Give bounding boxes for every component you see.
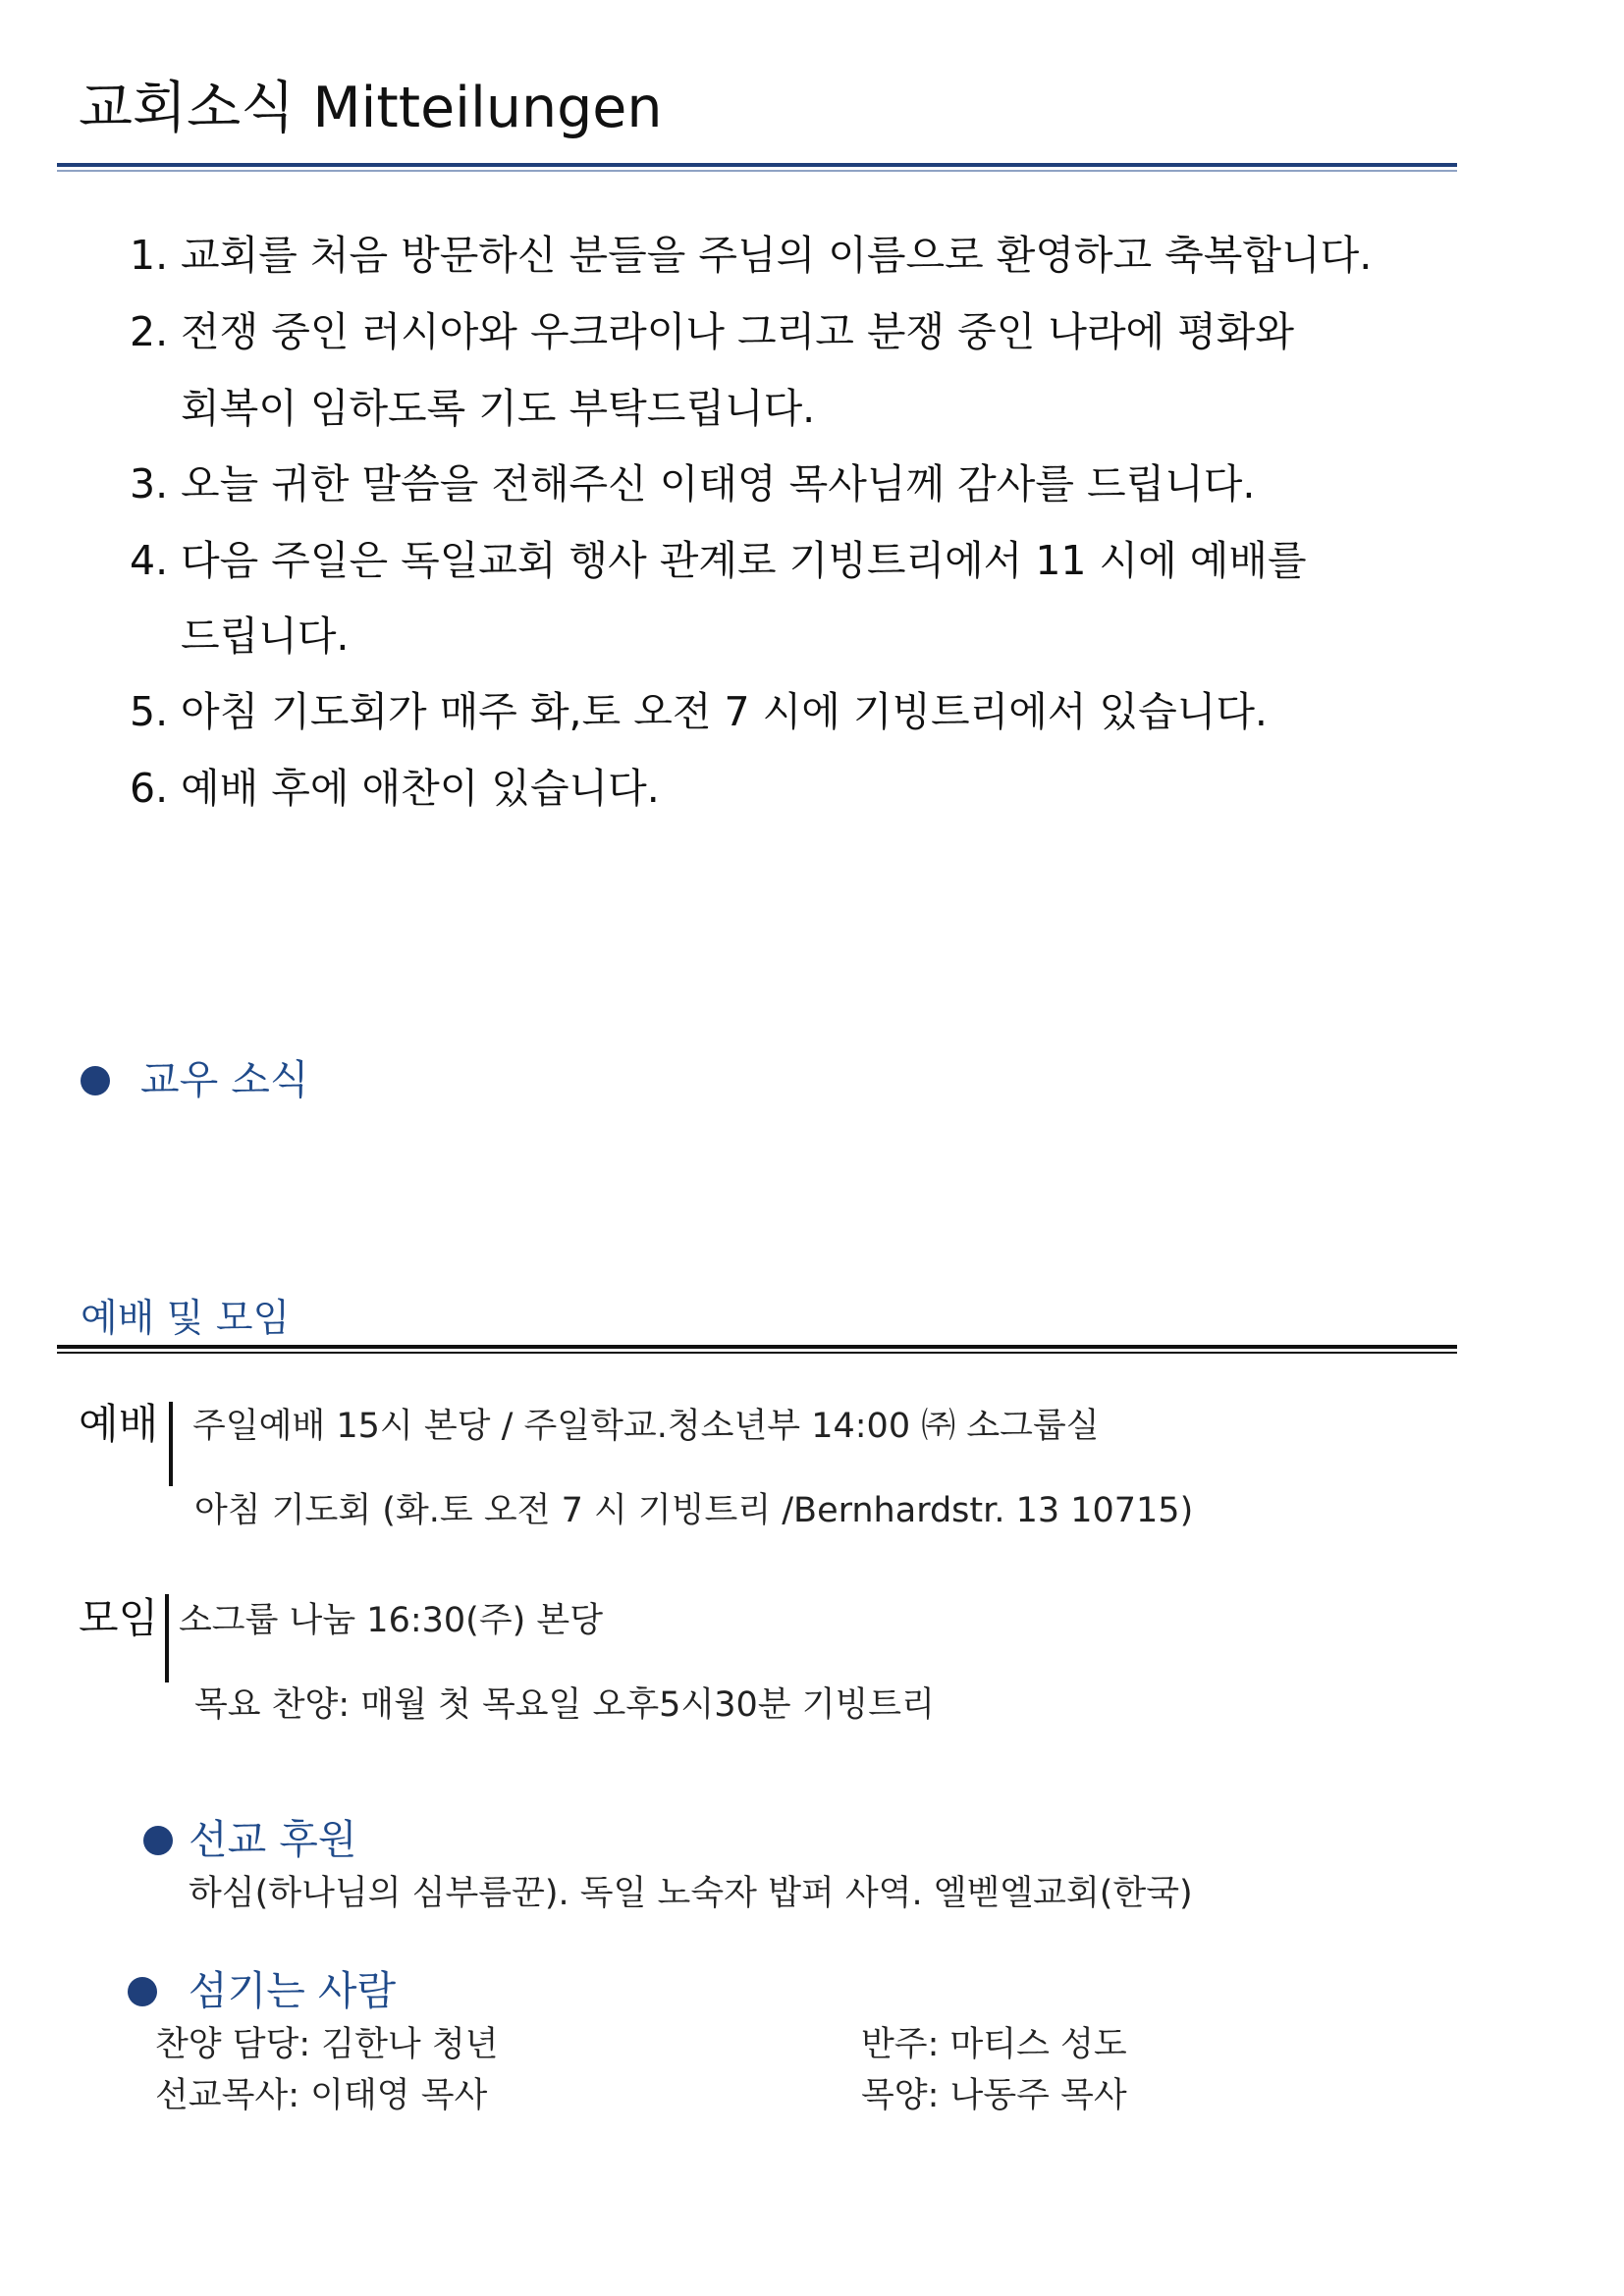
meeting-label: 모임	[79, 1594, 159, 1642]
server-right-2: 목양: 나동주 목사	[861, 2076, 1127, 2115]
meeting-line-2: 목요 찬양: 매월 첫 목요일 오후5시30분 기빙트리	[194, 1685, 935, 1725]
worship-label: 예배	[79, 1400, 159, 1448]
meeting-divider-bar	[165, 1594, 169, 1682]
worship-divider-bar	[169, 1402, 173, 1486]
notice-number: 4.	[130, 537, 169, 584]
worship-line-2: 아침 기도회 (화.토 오전 7 시 기빙트리 /Bernhardstr. 13 10715)	[194, 1491, 1194, 1530]
notice-item-5	[130, 688, 1268, 735]
notice-item-3	[130, 460, 1256, 507]
bullet-dot-icon	[143, 1826, 173, 1855]
notice-text: 교회를 처음 방문하신 분들을 주님의 이름으로 환영하고 축복합니다.	[181, 232, 1373, 279]
notice-item-4	[130, 537, 1307, 584]
notice-text: 다음 주일은 독일교회 행사 관계로 기빙트리에서 11 시에 예배를	[181, 537, 1307, 584]
notice-item-2-continued: 회복이 임하도록 기도 부탁드립니다.	[181, 385, 816, 432]
notice-number: 6.	[130, 765, 169, 812]
worship-section-heading: 예배 및 모임	[81, 1297, 291, 1341]
mission-text: 하심(하나님의 심부름꾼). 독일 노숙자 밥퍼 사역. 엘벧엘교회(한국)	[189, 1874, 1193, 1913]
notice-text: 아침 기도회가 매주 화,토 오전 7 시에 기빙트리에서 있습니다.	[181, 688, 1268, 735]
notice-text: 전쟁 중인 러시아와 우크라이나 그리고 분쟁 중인 나라에 평화와	[181, 308, 1295, 355]
notice-number: 3.	[130, 460, 169, 507]
server-left-2: 선교목사: 이태영 목사	[155, 2076, 488, 2115]
notice-text: 예배 후에 애찬이 있습니다.	[181, 765, 660, 812]
notice-text: 오늘 귀한 말씀을 전해주신 이태영 목사님께 감사를 드립니다.	[181, 460, 1256, 507]
meeting-line-1: 소그룹 나눔 16:30(주) 본당	[179, 1601, 604, 1640]
bullet-dot-icon	[81, 1066, 110, 1095]
server-right-1: 반주: 마티스 성도	[861, 2025, 1127, 2064]
worship-section-divider	[57, 1345, 1457, 1355]
notice-number: 2.	[130, 308, 169, 355]
mission-heading: 선교 후원	[189, 1816, 357, 1863]
worship-line-1: 주일예배 15시 본당 / 주일학교.청소년부 14:00 ㈜ 소그룹실	[192, 1407, 1100, 1446]
servers-heading: 섬기는 사람	[189, 1967, 397, 2014]
bullet-dot-icon	[128, 1977, 157, 2006]
member-news-heading: 교우 소식	[140, 1056, 309, 1103]
notice-number: 1.	[130, 232, 169, 279]
notice-item-4-continued: 드립니다.	[181, 613, 350, 660]
notice-item-1	[130, 232, 1373, 279]
title-divider	[57, 163, 1457, 173]
server-left-1: 찬양 담당: 김한나 청년	[155, 2025, 499, 2064]
notice-item-6	[130, 765, 660, 812]
notice-item-2	[130, 308, 1295, 355]
page-title: 교회소식 Mitteilungen	[79, 76, 663, 140]
notice-number: 5.	[130, 688, 169, 735]
